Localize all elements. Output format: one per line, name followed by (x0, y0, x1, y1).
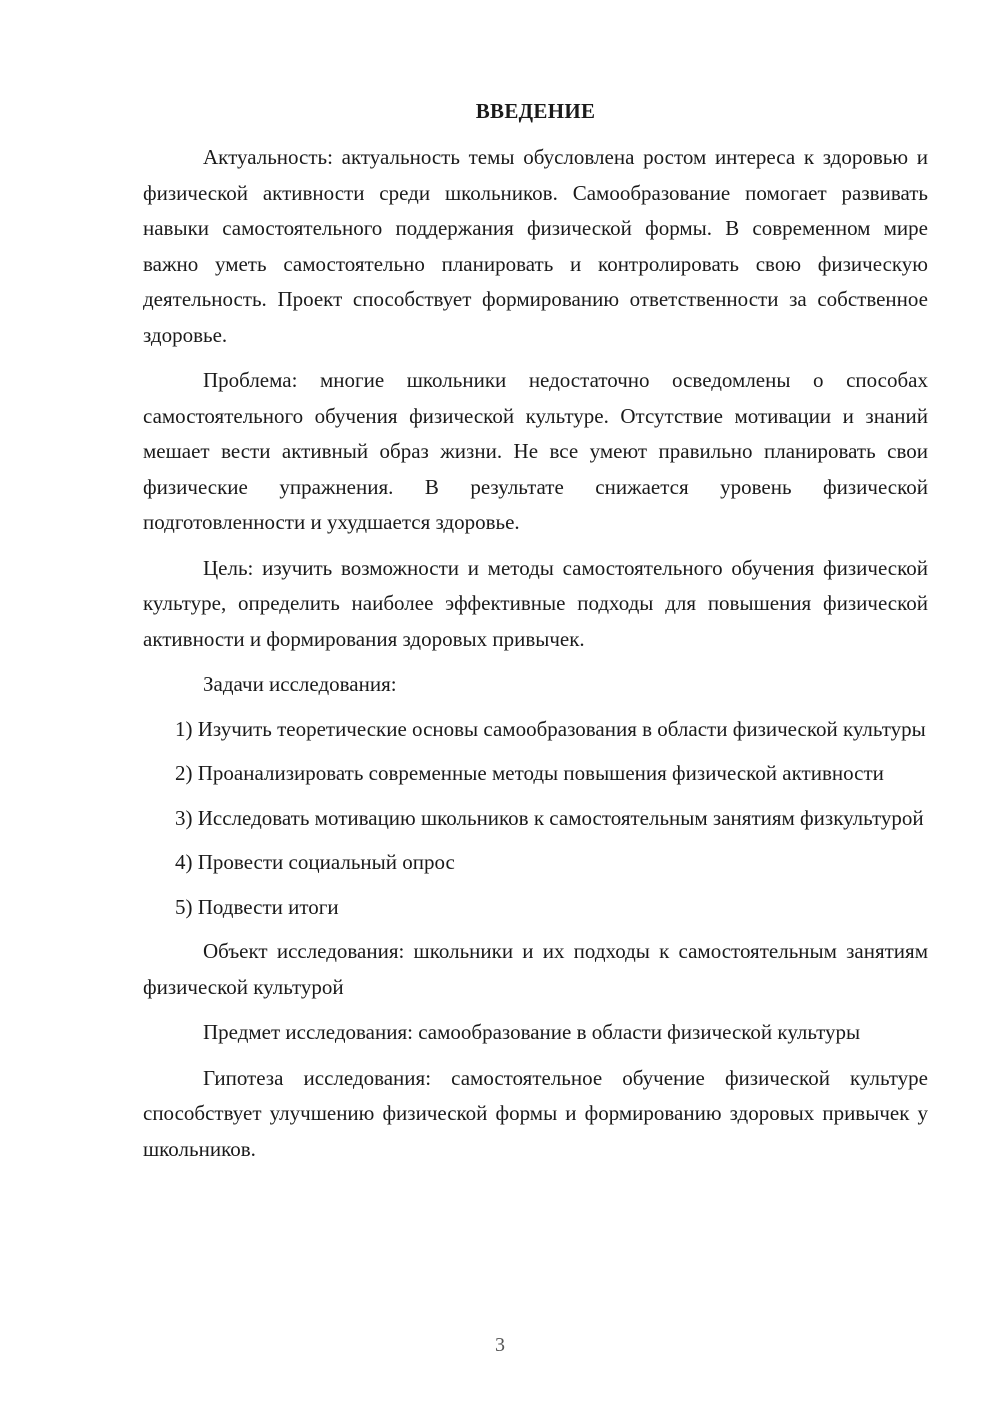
document-page (143, 96, 928, 1177)
task-item-4: 4) Провести социальный опрос (175, 850, 455, 874)
task-item-1: 1) Изучить теоретические основы самообразования в области физической культуры (175, 716, 926, 741)
page-number: 3 (495, 1334, 505, 1356)
paragraph-subject: Предмет исследования: самообразование в области физической культуры (203, 1020, 861, 1044)
task-item-5: 5) Подвести итоги (175, 894, 339, 919)
paragraph-goal: Цель: изучить возможности и методы самостоятельного обучения физической культуре, определить наиболее эффективные подходы для повышения физической активности и формирования здоровых привычек. (143, 555, 928, 651)
task-item-2: 2) Проанализировать современные методы повышения физической активности (175, 761, 884, 785)
tasks-title: Задачи исследования: (203, 672, 397, 696)
paragraph-hypothesis: Гипотеза исследования: самостоятельное обучение физической культуре способствует улучшению физической формы и формированию здоровых привычек у школьников. (143, 1065, 928, 1161)
section-heading: ВВЕДЕНИЕ (475, 99, 596, 123)
tasks-list (143, 712, 928, 926)
paragraph-problem: Проблема: многие школьники недостаточно осведомлены о способах самостоятельного обучения физической культуре. Отсутствие мотивации и знаний мешает вести активный образ жизни. Не все умеют правильно планировать свои физические упражнения. В результате снижается уровень физической подготовленности и ухудшается здоровье. (143, 368, 928, 534)
task-item-3: 3) Исследовать мотивацию школьников к самостоятельным занятиям физкультурой (175, 805, 924, 830)
paragraph-relevance: Актуальность: актуальность темы обусловлена ростом интереса к здоровью и физической активности среди школьников. Самообразование помогает развивать навыки самостоятельного поддержания физической формы. В современном мире важно уметь самостоятельно планировать и контролировать свою физическую деятельность. Проект способствует формированию ответственности за собственное здоровье. (143, 145, 928, 347)
paragraph-object: Объект исследования: школьники и их подходы к самостоятельным занятиям физической культурой (143, 939, 928, 999)
